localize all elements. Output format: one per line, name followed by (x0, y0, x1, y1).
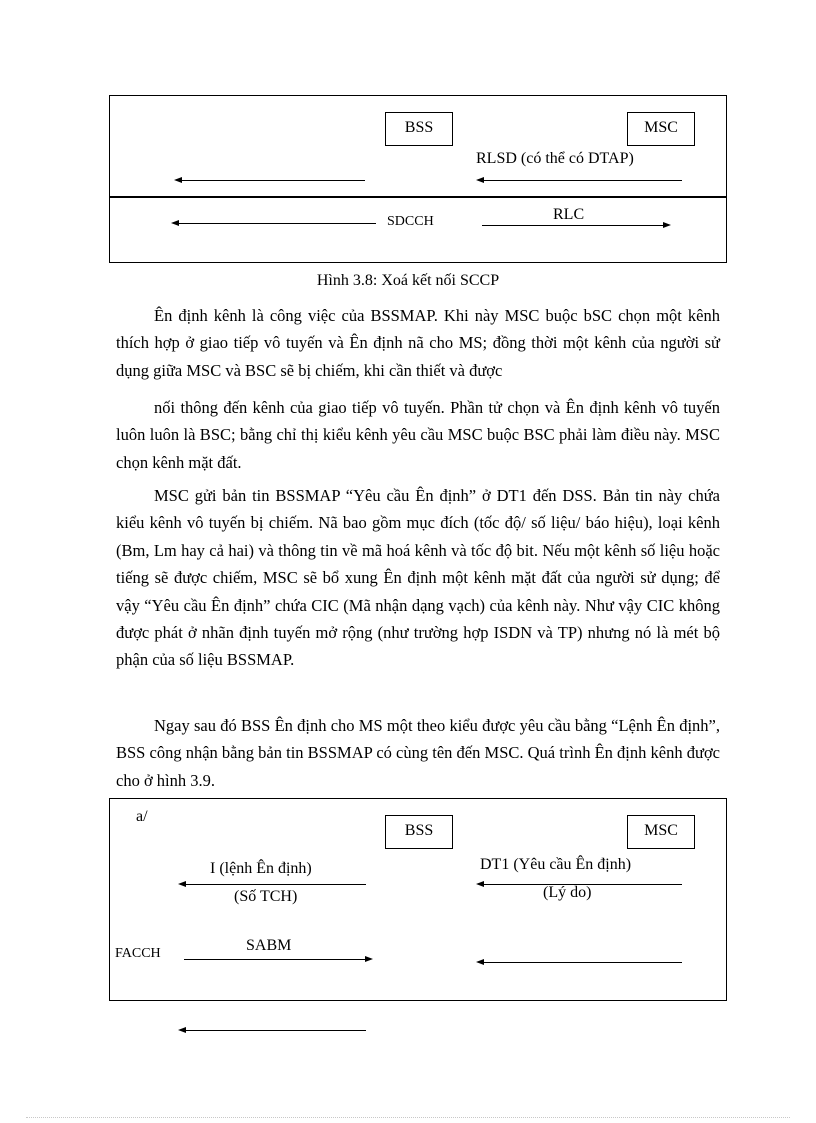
facch-label: FACCH (115, 946, 161, 961)
paragraph-4: Ngay sau đó BSS Ên định cho MS một theo kiểu được yêu cầu bằng “Lệnh Ên định”, BSS công nhận bằng bản tin BSSMAP có cùng tên đến MSC. Quá trình Ên định kênh được cho ở hình 3.9. (116, 716, 720, 790)
response-arrow-line (482, 962, 682, 963)
rlsd-arrow-right-segment (482, 180, 682, 181)
rlsd-message-label: RLSD (có thể có DTAP) (476, 150, 634, 167)
arrow-head-icon (171, 220, 179, 226)
sdcch-arrow-line (178, 223, 376, 224)
arrow-head-icon (476, 959, 484, 965)
paragraph-2: nối thông đến kênh của giao tiếp vô tuyến. Phần tử chọn và Ên định kênh vô tuyến luôn luôn là BSC; bằng chỉ thị kiểu kênh yêu cầu MSC buộc BSC phải làm điều này. MSC chọn kênh mặt đất. (116, 398, 720, 472)
msc-box: MSC (627, 815, 695, 849)
arrow-head-icon (174, 177, 182, 183)
arrow-head-icon (476, 177, 484, 183)
rlc-label: RLC (553, 206, 585, 223)
figure-3-8-caption: Hình 3.8: Xoá kết nối SCCP (316, 272, 500, 289)
assignment-command-arrow-line (184, 884, 366, 885)
dt1-assignment-request-label: DT1 (Yêu cầu Ên định) (480, 856, 632, 873)
tch-number-label: (Số TCH) (234, 888, 298, 905)
rlc-arrow-line (482, 225, 664, 226)
bss-box: BSS (385, 815, 453, 849)
paragraph-3: MSC gửi bản tin BSSMAP “Yêu cầu Ên định” ở DT1 đến DSS. Bản tin này chứa kiểu kênh vô tuyến bị chiếm. Nã bao gồm mục đích (tốc độ/ số liệu/ báo hiệu), loại kênh (Bm, Lm hay cả hai) và thông tin về mã hoá kênh và tốc độ bit. Nếu một kênh số liệu hoặc tiếng sẽ được chiếm, MSC sẽ bổ xung Ên định một kênh mặt đất của người sử dụng; để vậy “Yêu cầu Ên định” chứa CIC (Mã nhận dạng vạch) của kênh này. Như vậy CIC không được phát ở nhãn định tuyến mở rộng (như trường hợp ISDN và TP) nhưng nó là mét bộ phận của số liệu BSSMAP. (116, 486, 720, 670)
arrow-head-icon (365, 956, 373, 962)
msc-box: MSC (627, 112, 695, 146)
sabm-arrow-line (184, 959, 366, 960)
bss-box: BSS (385, 112, 453, 146)
rlsd-arrow-left-segment (180, 180, 365, 181)
interface-divider (110, 196, 726, 198)
arrow-head-icon (178, 1027, 186, 1033)
arrow-head-icon (476, 881, 484, 887)
continuation-arrow-line (184, 1030, 366, 1031)
arrow-head-icon (663, 222, 671, 228)
assignment-command-label: I (lệnh Ên định) (210, 860, 312, 877)
sdcch-label: SDCCH (387, 214, 434, 229)
sabm-label: SABM (246, 937, 292, 954)
paragraph-1: Ên định kênh là công việc của BSSMAP. Khi này MSC buộc bSC chọn một kênh thích hợp ở giao tiếp vô tuyến và Ên định nã cho MS; đồng thời một kênh của người sử dụng giữa MSC và BSC sẽ bị chiếm, khi cần thiết và được (116, 306, 720, 380)
figure-part-label: a/ (136, 808, 148, 825)
reason-label: (Lý do) (543, 884, 592, 901)
page-footer-divider (26, 1117, 790, 1119)
arrow-head-icon (178, 881, 186, 887)
